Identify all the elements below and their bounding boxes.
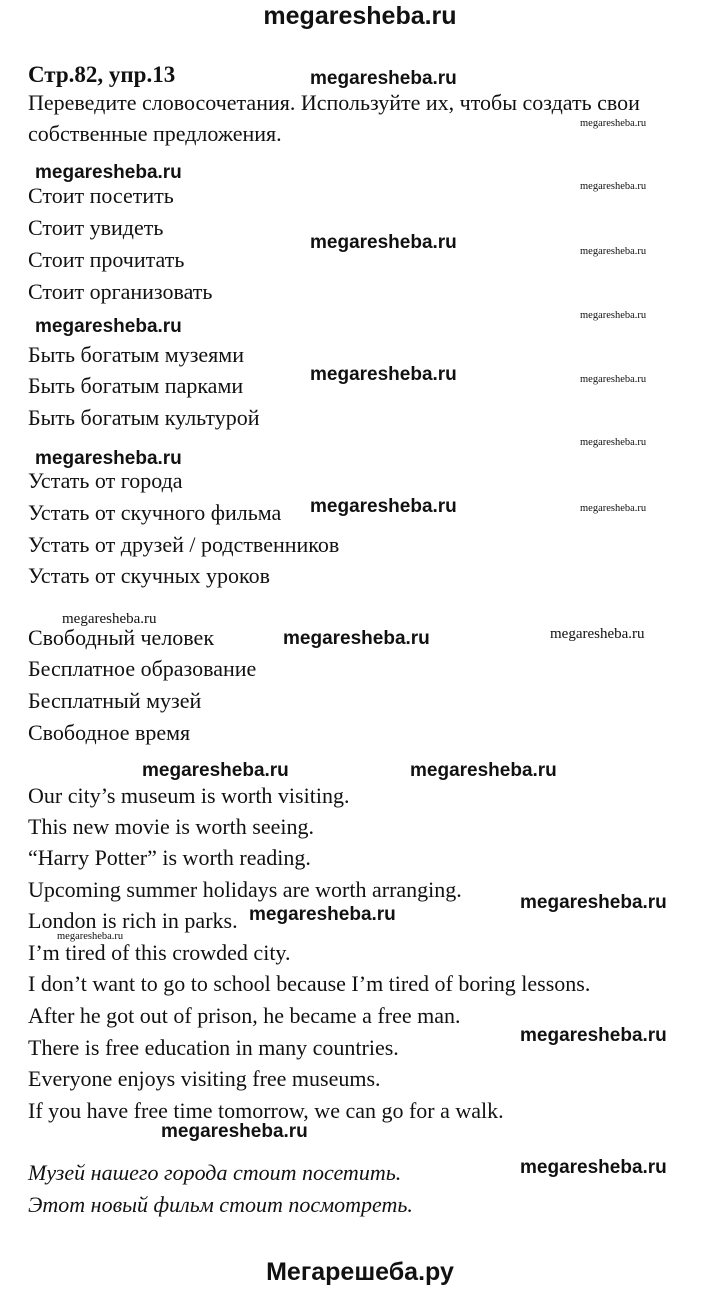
watermark: megaresheba.ru xyxy=(142,760,289,781)
watermark: megaresheba.ru xyxy=(550,626,645,642)
sentence-line: There is free education in many countries. xyxy=(28,1035,399,1060)
watermark: megaresheba.ru xyxy=(62,611,157,627)
watermark: megaresheba.ru xyxy=(35,162,182,183)
watermark: megaresheba.ru xyxy=(580,374,647,385)
watermark: megaresheba.ru xyxy=(580,181,647,192)
watermark: megaresheba.ru xyxy=(520,1157,667,1178)
sentence-line: If you have free time tomorrow, we can go for a walk. xyxy=(28,1098,504,1123)
phrase-item: Свободный человек xyxy=(28,625,215,650)
watermark: megaresheba.ru xyxy=(161,1121,308,1142)
phrase-item: Устать от города xyxy=(28,468,183,493)
watermark: megaresheba.ru xyxy=(35,448,182,469)
phrase-item: Бесплатное образование xyxy=(28,656,257,681)
phrase-item: Стоит организовать xyxy=(28,279,213,304)
translation-line: Музей нашего города стоит посетить. xyxy=(28,1160,402,1185)
watermark: megaresheba.ru xyxy=(249,904,396,925)
phrase-item: Бесплатный музей xyxy=(28,688,202,713)
sentence-line: Our city’s museum is worth visiting. xyxy=(28,783,350,808)
phrase-item: Стоит посетить xyxy=(28,183,174,208)
phrase-item: Стоит прочитать xyxy=(28,247,185,272)
phrase-item: Свободное время xyxy=(28,720,191,745)
sentence-line: Everyone enjoys visiting free museums. xyxy=(28,1066,381,1091)
sentence-line: “Harry Potter” is worth reading. xyxy=(28,845,311,870)
phrase-item: Стоит увидеть xyxy=(28,215,164,240)
instruction-line: Переведите словосочетания. Используйте их, чтобы создать свои xyxy=(28,90,640,115)
watermark: megaresheba.ru xyxy=(580,503,647,514)
sentence-line: After he got out of prison, he became a free man. xyxy=(28,1003,461,1028)
phrase-item: Устать от скучного фильма xyxy=(28,500,282,525)
watermark: megaresheba.ru xyxy=(57,931,124,942)
watermark: megaresheba.ru xyxy=(580,246,647,257)
phrase-item: Устать от скучных уроков xyxy=(28,563,270,588)
sentence-line: This new movie is worth seeing. xyxy=(28,814,314,839)
phrase-item: Быть богатым парками xyxy=(28,373,244,398)
watermark: megaresheba.ru xyxy=(283,628,430,649)
watermark: megaresheba.ru xyxy=(410,760,557,781)
site-footer: Мегарешеба.ру xyxy=(266,1258,454,1286)
watermark: megaresheba.ru xyxy=(580,310,647,321)
watermark: megaresheba.ru xyxy=(310,232,457,253)
watermark: megaresheba.ru xyxy=(580,118,647,129)
site-header: megaresheba.ru xyxy=(263,2,457,30)
translation-line: Этот новый фильм стоит посмотреть. xyxy=(28,1192,413,1217)
watermark: megaresheba.ru xyxy=(310,364,457,385)
sentence-line: London is rich in parks. xyxy=(28,908,238,933)
sentence-line: Upcoming summer holidays are worth arranging. xyxy=(28,877,462,902)
exercise-title: Стр.82, упр.13 xyxy=(28,62,176,87)
watermark: megaresheba.ru xyxy=(310,68,457,89)
watermark: megaresheba.ru xyxy=(310,496,457,517)
sentence-line: I’m tired of this crowded city. xyxy=(28,940,291,965)
instruction-line: собственные предложения. xyxy=(28,121,282,146)
sentence-line: I don’t want to go to school because I’m tired of boring lessons. xyxy=(28,971,591,996)
watermark: megaresheba.ru xyxy=(580,437,647,448)
phrase-item: Устать от друзей / родственников xyxy=(28,532,340,557)
watermark: megaresheba.ru xyxy=(520,892,667,913)
watermark: megaresheba.ru xyxy=(35,316,182,337)
phrase-item: Быть богатым культурой xyxy=(28,405,260,430)
phrase-item: Быть богатым музеями xyxy=(28,342,244,367)
watermark: megaresheba.ru xyxy=(520,1025,667,1046)
